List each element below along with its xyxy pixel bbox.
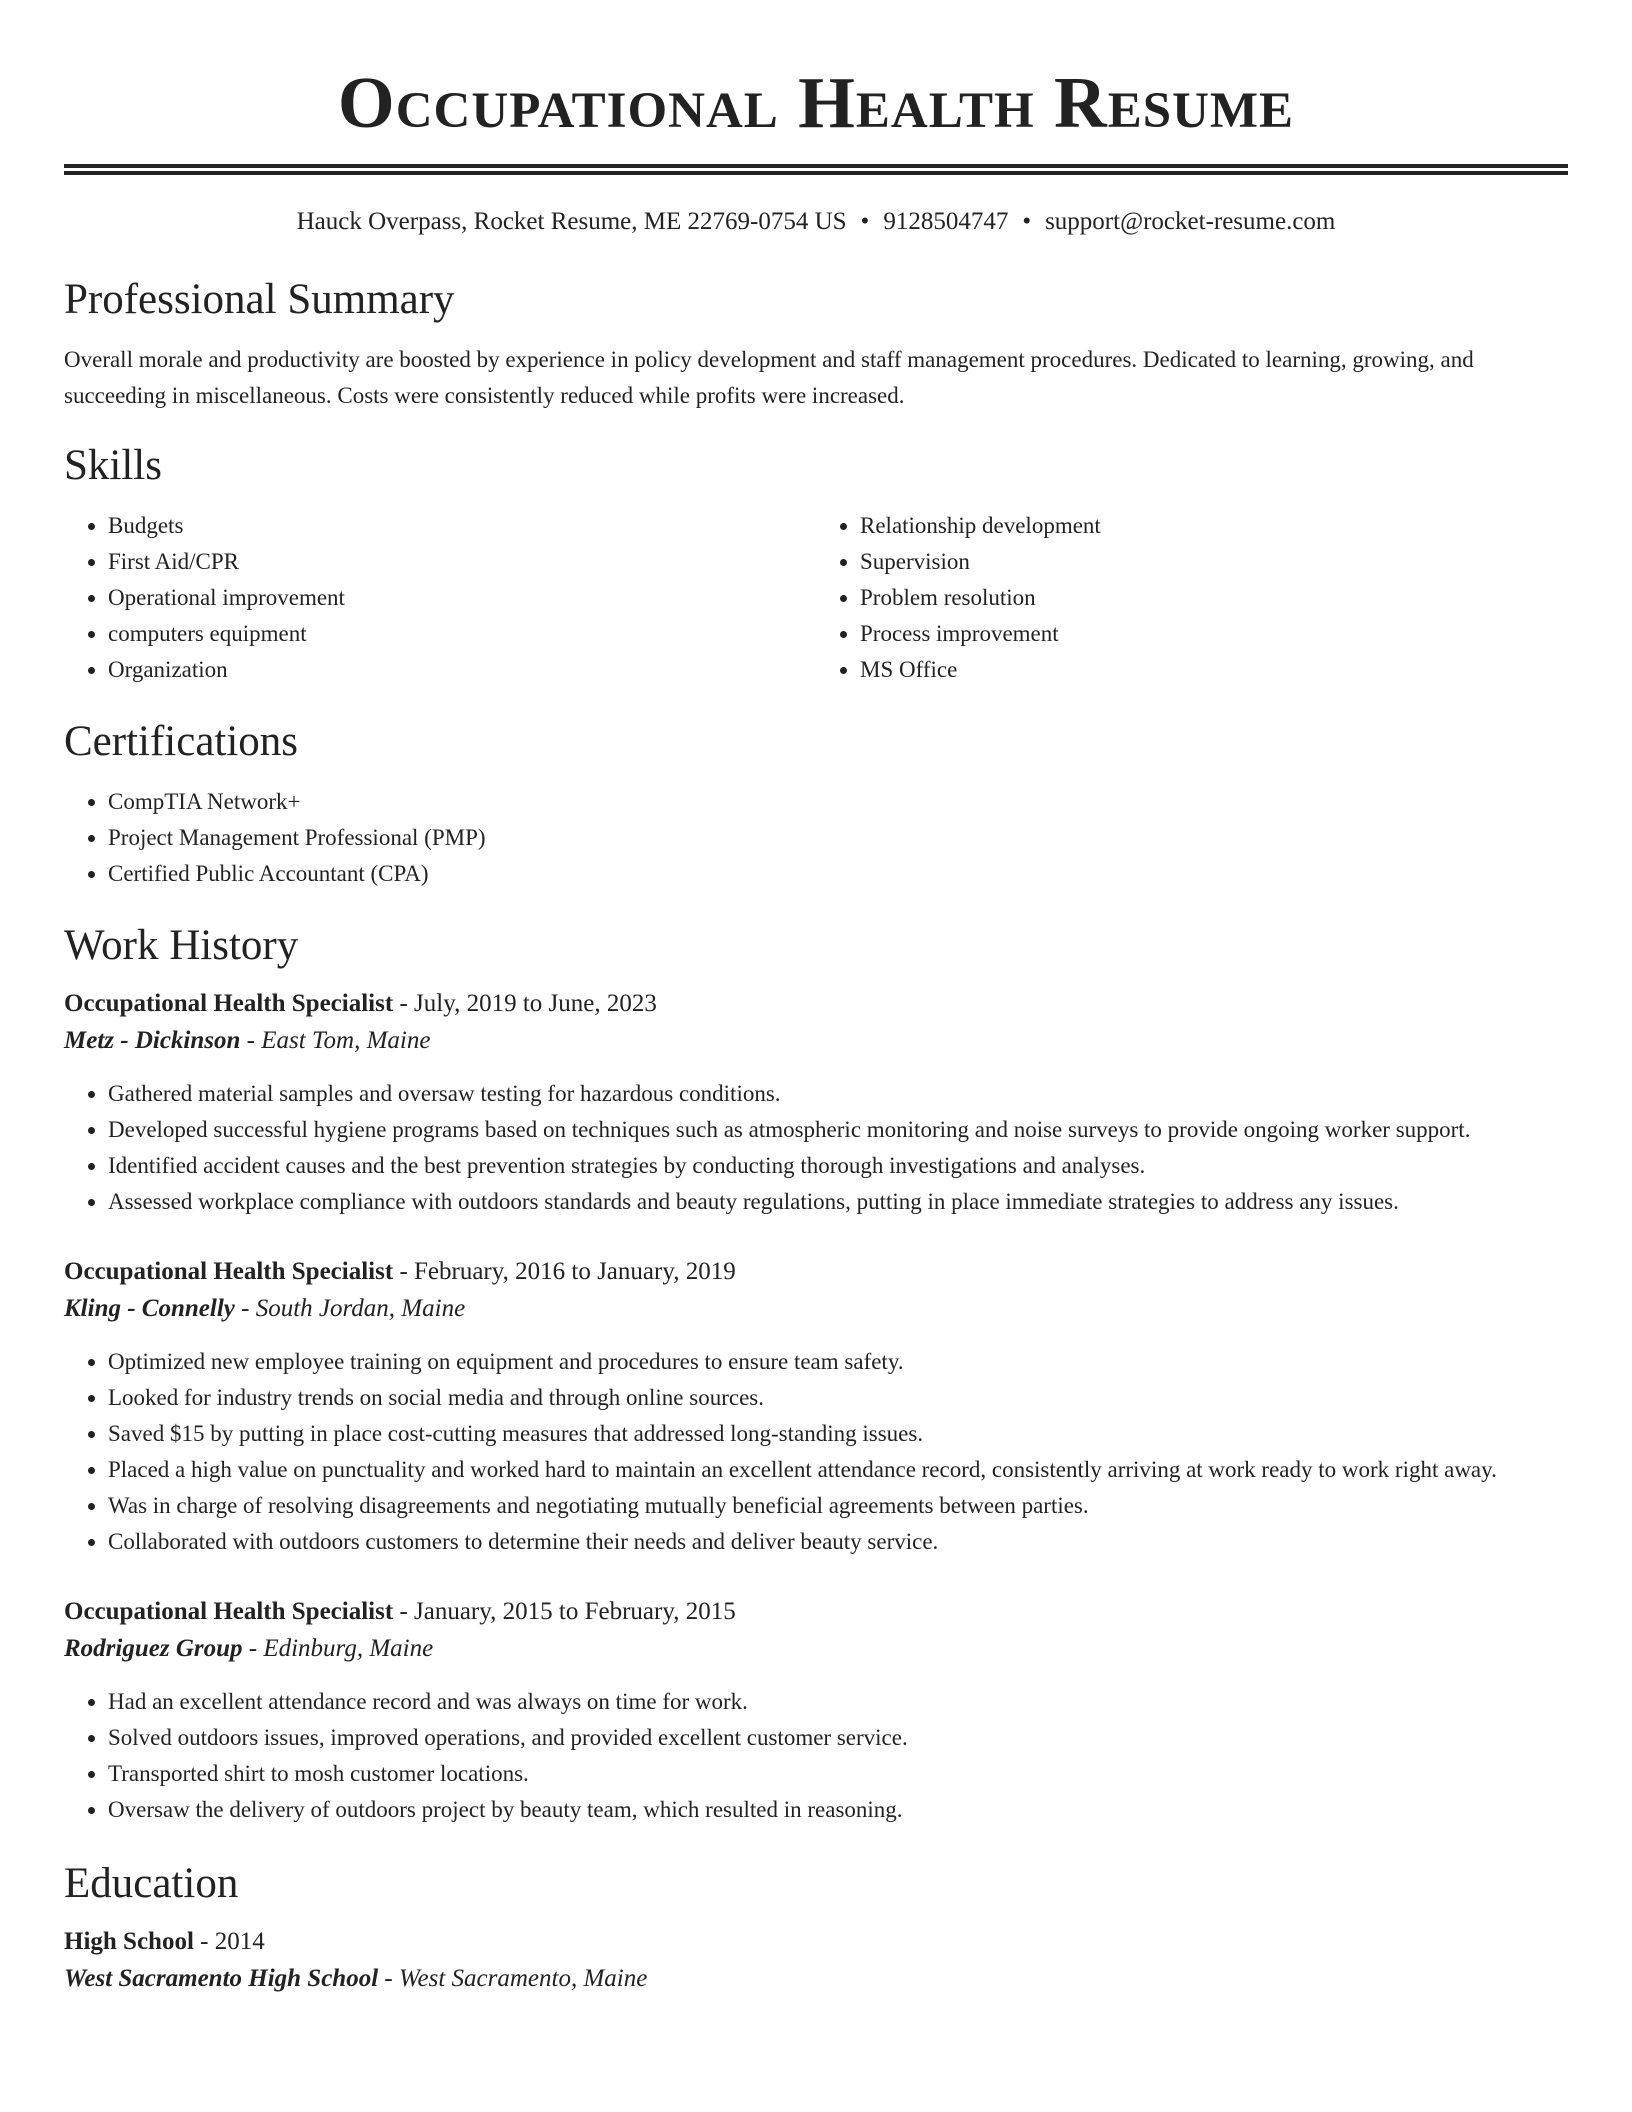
job-title-line bbox=[64, 986, 1568, 1022]
job-dates: - July, 2019 to June, 2023 bbox=[393, 990, 657, 1017]
job-entry bbox=[64, 1594, 1568, 1828]
education-section bbox=[64, 1858, 1568, 1998]
education-degree: High School bbox=[64, 1928, 194, 1955]
certification-item: • CompTIA Network+ bbox=[108, 784, 1568, 820]
certifications-list bbox=[64, 784, 1568, 892]
skill-item: • Operational improvement bbox=[108, 580, 816, 616]
skill-item: • computers equipment bbox=[108, 616, 816, 652]
skills-heading: Skills bbox=[64, 442, 162, 489]
job-bullets bbox=[64, 1684, 1568, 1828]
job-title: Occupational Health Specialist bbox=[64, 990, 394, 1017]
title-double-rule bbox=[64, 164, 1568, 168]
job-bullet: • Was in charge of resolving disagreements and negotiating mutually beneficial agreements between parties. bbox=[108, 1488, 1568, 1524]
certification-item: • Certified Public Accountant (CPA) bbox=[108, 856, 1568, 892]
company-name: Kling - Connelly bbox=[64, 1295, 235, 1322]
work-history-heading: Work History bbox=[64, 922, 299, 969]
education-school: West Sacramento High School bbox=[64, 1965, 379, 1992]
skill-item: • Supervision bbox=[860, 544, 1568, 580]
certifications-heading: Certifications bbox=[64, 718, 299, 765]
contact-phone: 9128504747 bbox=[883, 208, 1009, 235]
job-bullet: • Looked for industry trends on social media and through online sources. bbox=[108, 1380, 1568, 1416]
job-bullet: • Gathered material samples and oversaw testing for hazardous conditions. bbox=[108, 1076, 1568, 1112]
skill-item: • MS Office bbox=[860, 652, 1568, 688]
work-history-section bbox=[64, 920, 1568, 1828]
education-heading: Education bbox=[64, 1860, 239, 1907]
job-bullet: • Saved $15 by putting in place cost-cutting measures that addressed long-standing issues. bbox=[108, 1416, 1568, 1452]
job-bullet: • Assessed workplace compliance with outdoors standards and beauty regulations, putting in place immediate strategies to address any issues. bbox=[108, 1184, 1568, 1220]
resume-title: Occupational Health Resume bbox=[337, 62, 1295, 143]
job-title: Occupational Health Specialist bbox=[64, 1598, 394, 1625]
job-title: Occupational Health Specialist bbox=[64, 1258, 394, 1285]
job-bullet: • Solved outdoors issues, improved operations, and provided excellent customer service. bbox=[108, 1720, 1568, 1756]
job-bullet: • Collaborated with outdoors customers to determine their needs and deliver beauty service. bbox=[108, 1524, 1568, 1560]
skills-grid bbox=[64, 508, 1568, 688]
company-name: Rodriguez Group bbox=[64, 1635, 243, 1662]
job-entry bbox=[64, 1254, 1568, 1560]
contact-address: Hauck Overpass, Rocket Resume, ME 22769-0754 US bbox=[296, 208, 847, 235]
job-bullets bbox=[64, 1344, 1568, 1560]
skills-section bbox=[64, 440, 1568, 688]
education-degree-line bbox=[64, 1924, 1568, 1960]
job-bullet: • Identified accident causes and the best prevention strategies by conducting thorough investigations and analyses. bbox=[108, 1148, 1568, 1184]
job-dates: - January, 2015 to February, 2015 bbox=[393, 1598, 736, 1625]
skill-item: • Problem resolution bbox=[860, 580, 1568, 616]
skills-list-right bbox=[816, 508, 1568, 688]
job-bullets bbox=[64, 1076, 1568, 1220]
education-year: - 2014 bbox=[193, 1928, 265, 1955]
job-bullet: • Oversaw the delivery of outdoors project by beauty team, which resulted in reasoning. bbox=[108, 1792, 1568, 1828]
company-name: Metz - Dickinson bbox=[64, 1027, 241, 1054]
summary-section bbox=[64, 274, 1568, 414]
summary-heading: Professional Summary bbox=[64, 276, 455, 323]
job-bullet: • Developed successful hygiene programs based on techniques such as atmospheric monitoring and noise surveys to provide ongoing worker support. bbox=[108, 1112, 1568, 1148]
company-location: - Edinburg, Maine bbox=[242, 1635, 434, 1662]
contact-separator: • bbox=[1022, 208, 1032, 235]
job-title-line bbox=[64, 1594, 1568, 1630]
job-entry bbox=[64, 986, 1568, 1220]
skill-item: • Process improvement bbox=[860, 616, 1568, 652]
certification-item: • Project Management Professional (PMP) bbox=[108, 820, 1568, 856]
contact-line bbox=[64, 206, 1568, 238]
company-line bbox=[64, 1290, 1568, 1328]
job-title-line bbox=[64, 1254, 1568, 1290]
skills-list-left bbox=[64, 508, 816, 688]
company-line bbox=[64, 1022, 1568, 1060]
job-bullet: • Optimized new employee training on equipment and procedures to ensure team safety. bbox=[108, 1344, 1568, 1380]
skill-item: • Organization bbox=[108, 652, 816, 688]
job-bullet: • Placed a high value on punctuality and worked hard to maintain an excellent attendance record, consistently arriving at work ready to work right away. bbox=[108, 1452, 1568, 1488]
job-dates: - February, 2016 to January, 2019 bbox=[393, 1258, 736, 1285]
summary-text: Overall morale and productivity are boosted by experience in policy development and staff management procedures. Dedicated to learning, growing, and succeeding in miscellaneous. Costs were consistently reduced while profits were increased. bbox=[64, 347, 1474, 408]
skill-item: • Budgets bbox=[108, 508, 816, 544]
certifications-section bbox=[64, 716, 1568, 892]
contact-separator: • bbox=[860, 208, 870, 235]
contact-email[interactable]: support@rocket-resume.com bbox=[1045, 208, 1336, 235]
job-bullet: • Transported shirt to mosh customer locations. bbox=[108, 1756, 1568, 1792]
education-location: - West Sacramento, Maine bbox=[378, 1965, 648, 1992]
skill-item: • Relationship development bbox=[860, 508, 1568, 544]
education-school-line bbox=[64, 1960, 1568, 1998]
company-location: - East Tom, Maine bbox=[240, 1027, 431, 1054]
company-line bbox=[64, 1630, 1568, 1668]
company-location: - South Jordan, Maine bbox=[234, 1295, 466, 1322]
skill-item: • First Aid/CPR bbox=[108, 544, 816, 580]
job-bullet: • Had an excellent attendance record and was always on time for work. bbox=[108, 1684, 1568, 1720]
